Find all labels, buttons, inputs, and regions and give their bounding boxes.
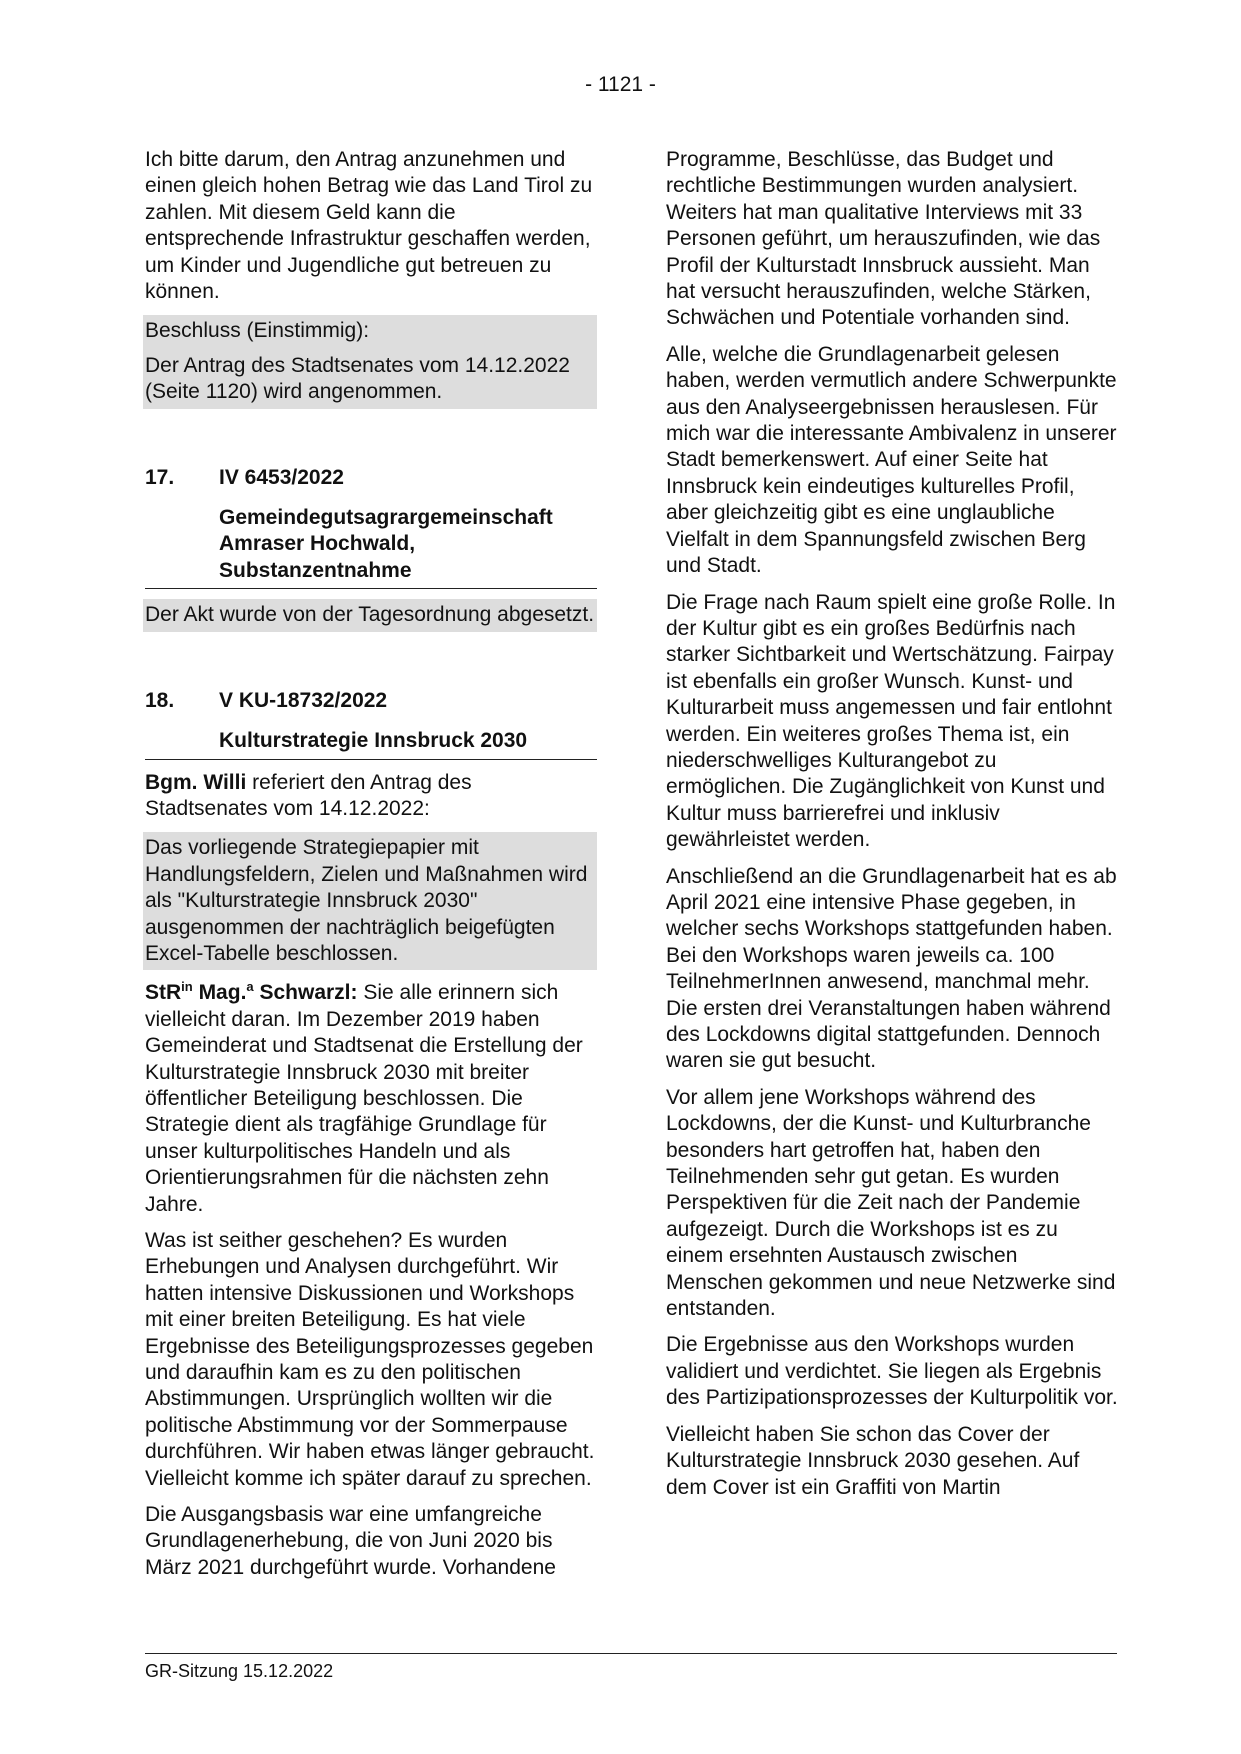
left-column [145, 147, 597, 1591]
right-paragraph-5: Vor allem jene Workshops während des Lockdowns, der die Kunst- und Kulturbranche besonders hart getroffen hat, haben den Teilnehmenden sehr gut getan. Es wurden Perspektiven für die Zeit nach der Pandemie aufgezeigt. Durch die Workshops ist es zu einem ersehnten Austausch zwischen Menschen gekommen und neue Netzwerke sind entstanden. [666, 1085, 1116, 1321]
item-17-note: Der Akt wurde von der Tagesordnung abgesetzt. [145, 603, 595, 627]
item-17-code: IV 6453/2022 [219, 465, 344, 489]
item-17-note-box [143, 599, 597, 631]
item-18-title: Kulturstrategie Innsbruck 2030 [145, 728, 597, 759]
right-paragraph-4: Anschließend an die Grundlagenarbeit hat es ab April 2021 eine intensive Phase gegeben, in welcher sechs Workshops stattgefunden haben. Bei den Workshops waren jeweils ca. 100 TeilnehmerInnen anwesend, manchmal mehr. Die ersten drei Veranstaltungen haben während des Lockdowns digital stattgefunden. Dennoch waren sie gut besucht. [666, 864, 1117, 1073]
page-number: - 1121 - [585, 73, 656, 96]
decision-text: Der Antrag des Stadtsenates vom 14.12.2022 (Seite 1120) wird angenommen. [145, 353, 570, 404]
right-paragraph-7: Vielleicht haben Sie schon das Cover der Kulturstrategie Innsbruck 2030 gesehen. Auf dem Cover ist ein Graffiti von Martin [666, 1422, 1080, 1499]
rapporteur-paragraph [145, 770, 597, 823]
footer-text: GR-Sitzung 15.12.2022 [145, 1661, 334, 1681]
intro-paragraph: Ich bitte darum, den Antrag anzunehmen und einen gleich hohen Betrag wie das Land Tirol zu zahlen. Mit diesem Geld kann die entsprechende Infrastruktur geschaffen werden, um Kinder und Jugendliche gut betreuen zu können. [145, 148, 593, 304]
speaker-name: StR$^{in}$ Mag.$^a$ Schwarzl: [145, 979, 358, 1005]
item-17-title: Gemeindegutsagrargemeinschaft Amraser Hochwald, Substanzentnahme [145, 505, 597, 589]
right-paragraph-1: Programme, Beschlüsse, das Budget und rechtliche Bestimmungen wurden analysiert. Weiters hat man qualitative Interviews mit 33 Personen geführt, um herauszufinden, wie das Profil der Kulturstadt Innsbruck aussieht. Man hat versucht herauszufinden, welche Stärken, Schwächen und Potentiale vorhanden sind. [666, 148, 1101, 330]
item-18-heading [145, 688, 597, 714]
item-17-number: 17. [145, 465, 175, 489]
speech-text-1: Sie alle erinnern sich vielleicht daran. Im Dezember 2019 haben Gemeinderat und Stadtsenat die Erstellung der Kulturstrategie Innsbruck 2030 mit breiter öffentlicher Beteiligung beschlossen. Die Strategie dient als tragfähige Grundlage für unser kulturpolitisches Handeln und als Orientierungsrahmen für die nächsten zehn Jahre. [145, 981, 583, 1216]
item-17-heading [145, 465, 597, 491]
item-18-code: V KU-18732/2022 [219, 688, 388, 712]
speech-paragraph-2: Was ist seither geschehen? Es wurden Erhebungen und Analysen durchgeführt. Wir hatten intensive Diskussionen und Workshops mit einer breiten Beteiligung. Es hat viele Ergebnisse des Beteiligungsprozesses gegeben und daraufhin kam es zu den politischen Abstimmungen. Ursprünglich wollten wir die politische Abstimmung vor der Sommerpause durchführen. Wir haben etwas länger gebraucht. Vielleicht komme ich später darauf zu sprechen. [145, 1229, 595, 1490]
right-paragraph-6: Die Ergebnisse aus den Workshops wurden validiert und verdichtet. Sie liegen als Ergebnis des Partizipationsprozesses der Kulturpolitik vor. [666, 1333, 1118, 1410]
speech-paragraph-3: Die Ausgangsbasis war eine umfangreiche Grundlagenerhebung, die von Juni 2020 bis März 2021 durchgeführt wurde. Vorhandene [145, 1503, 556, 1579]
speech-paragraph-1 [145, 980, 597, 1218]
motion-box [143, 832, 597, 970]
footer-divider [145, 1653, 1117, 1654]
decision-label: Beschluss (Einstimmig): [145, 319, 370, 343]
rapporteur-name: Bgm. Willi [145, 770, 247, 794]
rapporteur-text: referiert den Antrag des Stadtsenates vom 14.12.2022: [145, 770, 472, 820]
right-column [666, 147, 1118, 1511]
right-paragraph-3: Die Frage nach Raum spielt eine große Rolle. In der Kultur gibt es ein großes Bedürfnis nach starker Sichtbarkeit und Wertschätzung. Fairpay ist ebenfalls ein großer Wunsch. Kunst- und Kulturarbeit muss angemessen und fair entlohnt werden. Ein weiteres großes Thema ist, ein niederschwelliges Kulturangebot zu ermöglichen. Die Zugänglichkeit von Kunst und Kultur muss barrierefrei und inklusiv gewährleistet werden. [666, 590, 1116, 852]
decision-box [143, 315, 597, 408]
item-18-number: 18. [145, 688, 175, 712]
motion-text: Das vorliegende Strategiepapier mit Handlungsfeldern, Zielen und Maßnahmen wird als "Kulturstrategie Innsbruck 2030" ausgenommen der nachträglich beigefügten Excel-Tabelle beschlossen. [145, 836, 588, 965]
right-paragraph-2: Alle, welche die Grundlagenarbeit gelesen haben, werden vermutlich andere Schwerpunkte aus den Analyseergebnissen herauslesen. Für mich war die interessante Ambivalenz in unserer Stadt bemerkenswert. Auf einer Seite hat Innsbruck kein eindeutiges kulturelles Profil, aber gleichzeitig gibt es eine unglaubliche Vielfalt in dem Spannungsfeld zwischen Berg und Stadt. [666, 342, 1117, 578]
